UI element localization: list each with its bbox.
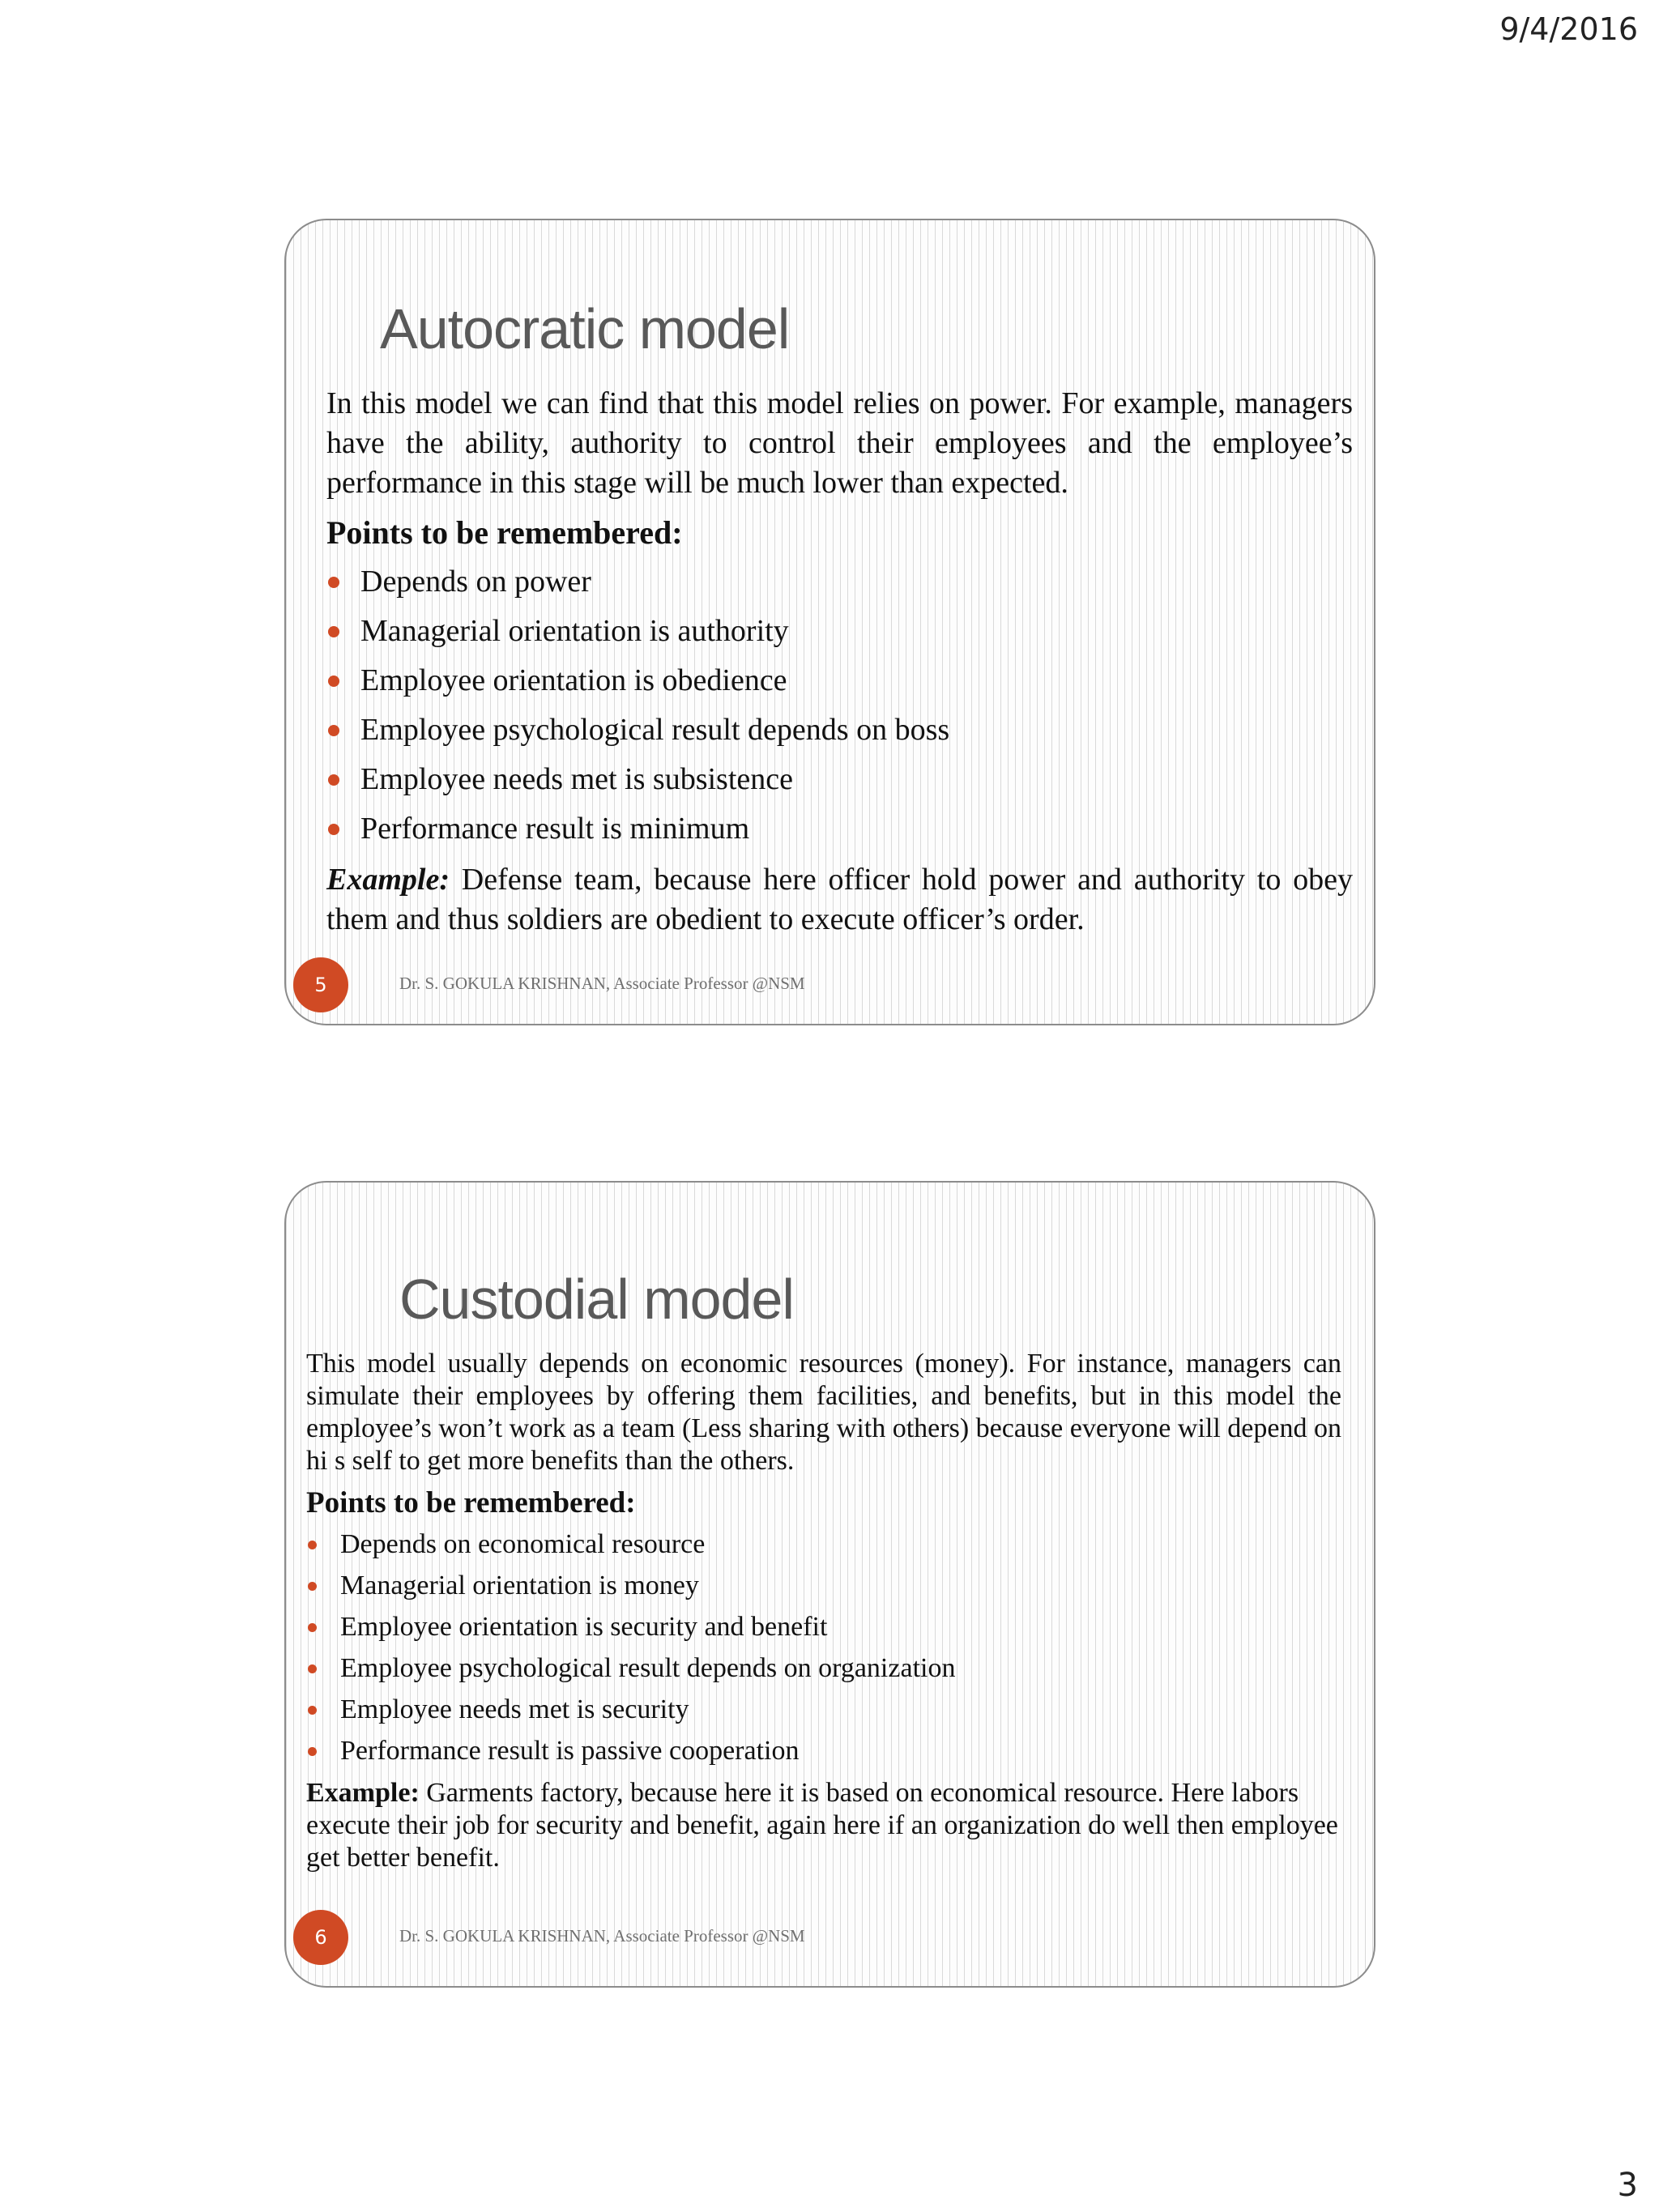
bullet-item — [326, 809, 1353, 849]
bullet-dot-icon — [328, 626, 339, 637]
bullet-dot-icon — [308, 1623, 317, 1632]
bullet-text: Managerial orientation is money — [340, 1571, 699, 1600]
bullet-text: Employee psychological result depends on organization — [340, 1653, 956, 1683]
bullet-dot-icon — [328, 577, 339, 588]
bullet-text: Performance result is passive cooperation — [340, 1736, 800, 1766]
example-paragraph — [306, 1777, 1341, 1874]
points-heading: Points to be remembered: — [326, 514, 683, 551]
intro-paragraph: This model usually depends on economic resources (money). For instance, managers can simulate their employees by offering them facilities, and benefits, but in this model the employee’s won’t work as a team (Less sharing with others) because everyone will depend on hi s self to get more benefits than the others. — [306, 1349, 1341, 1476]
slide-autocratic-model — [284, 219, 1375, 1025]
slide-number-badge: 5 — [293, 957, 348, 1012]
bullet-item — [306, 1570, 1341, 1602]
bullet-dot-icon — [328, 725, 339, 736]
bullet-text: Depends on economical resource — [340, 1529, 706, 1559]
example-label: Example: — [326, 863, 450, 897]
bullet-text: Managerial orientation is authority — [360, 614, 789, 648]
slide-number-badge: 6 — [293, 1910, 348, 1965]
bullet-list — [306, 1528, 1341, 1767]
slide-content — [306, 1348, 1341, 1874]
bullet-text: Employee needs met is subsistence — [360, 762, 793, 796]
example-paragraph — [326, 860, 1353, 940]
bullet-item — [306, 1611, 1341, 1643]
bullet-dot-icon — [308, 1706, 317, 1715]
slide-content — [326, 384, 1353, 940]
bullet-text: Depends on power — [360, 565, 591, 599]
slide-footer: Dr. S. GOKULA KRISHNAN, Associate Professor @NSM — [399, 974, 805, 993]
bullet-item — [326, 661, 1353, 701]
bullet-item — [326, 612, 1353, 651]
example-text: Defense team, because here officer hold power and authority to obey them and thus soldiers are obedient to execute officer’s order. — [326, 863, 1353, 936]
bullet-item — [326, 710, 1353, 750]
bullet-item — [306, 1735, 1341, 1767]
slide-footer: Dr. S. GOKULA KRISHNAN, Associate Professor @NSM — [399, 1926, 805, 1946]
points-heading: Points to be remembered: — [306, 1486, 636, 1519]
bullet-item — [326, 562, 1353, 602]
slide-title: Autocratic model — [380, 297, 790, 360]
bullet-item — [306, 1528, 1341, 1561]
bullet-dot-icon — [308, 1541, 317, 1549]
page-number: 3 — [1617, 2167, 1638, 2204]
intro-paragraph: In this model we can find that this model relies on power. For example, managers have the ability, authority to control their employees and the employee’s performance in this stage will be much lower than expected. — [326, 386, 1353, 500]
bullet-item — [326, 760, 1353, 799]
bullet-dot-icon — [308, 1747, 317, 1756]
bullet-text: Employee orientation is obedience — [360, 663, 787, 697]
bullet-text: Employee psychological result depends on boss — [360, 713, 950, 747]
bullet-dot-icon — [328, 774, 339, 786]
bullet-dot-icon — [328, 676, 339, 687]
bullet-list — [326, 562, 1353, 849]
bullet-text: Employee orientation is security and benefit — [340, 1612, 828, 1642]
bullet-text: Performance result is minimum — [360, 812, 750, 846]
slide-title: Custodial model — [399, 1268, 794, 1331]
bullet-text: Employee needs met is security — [340, 1694, 689, 1724]
example-text: Garments factory, because here it is based on economical resource. Here labors execute their job for security and benefit, again here if an organization do well then employee get better benefit. — [306, 1778, 1338, 1873]
example-label: Example: — [306, 1778, 420, 1808]
bullet-item — [306, 1652, 1341, 1685]
bullet-item — [306, 1694, 1341, 1726]
bullet-dot-icon — [308, 1582, 317, 1591]
page-date: 9/4/2016 — [1499, 11, 1638, 47]
bullet-dot-icon — [328, 824, 339, 835]
bullet-dot-icon — [308, 1664, 317, 1673]
slide-custodial-model — [284, 1181, 1375, 1988]
